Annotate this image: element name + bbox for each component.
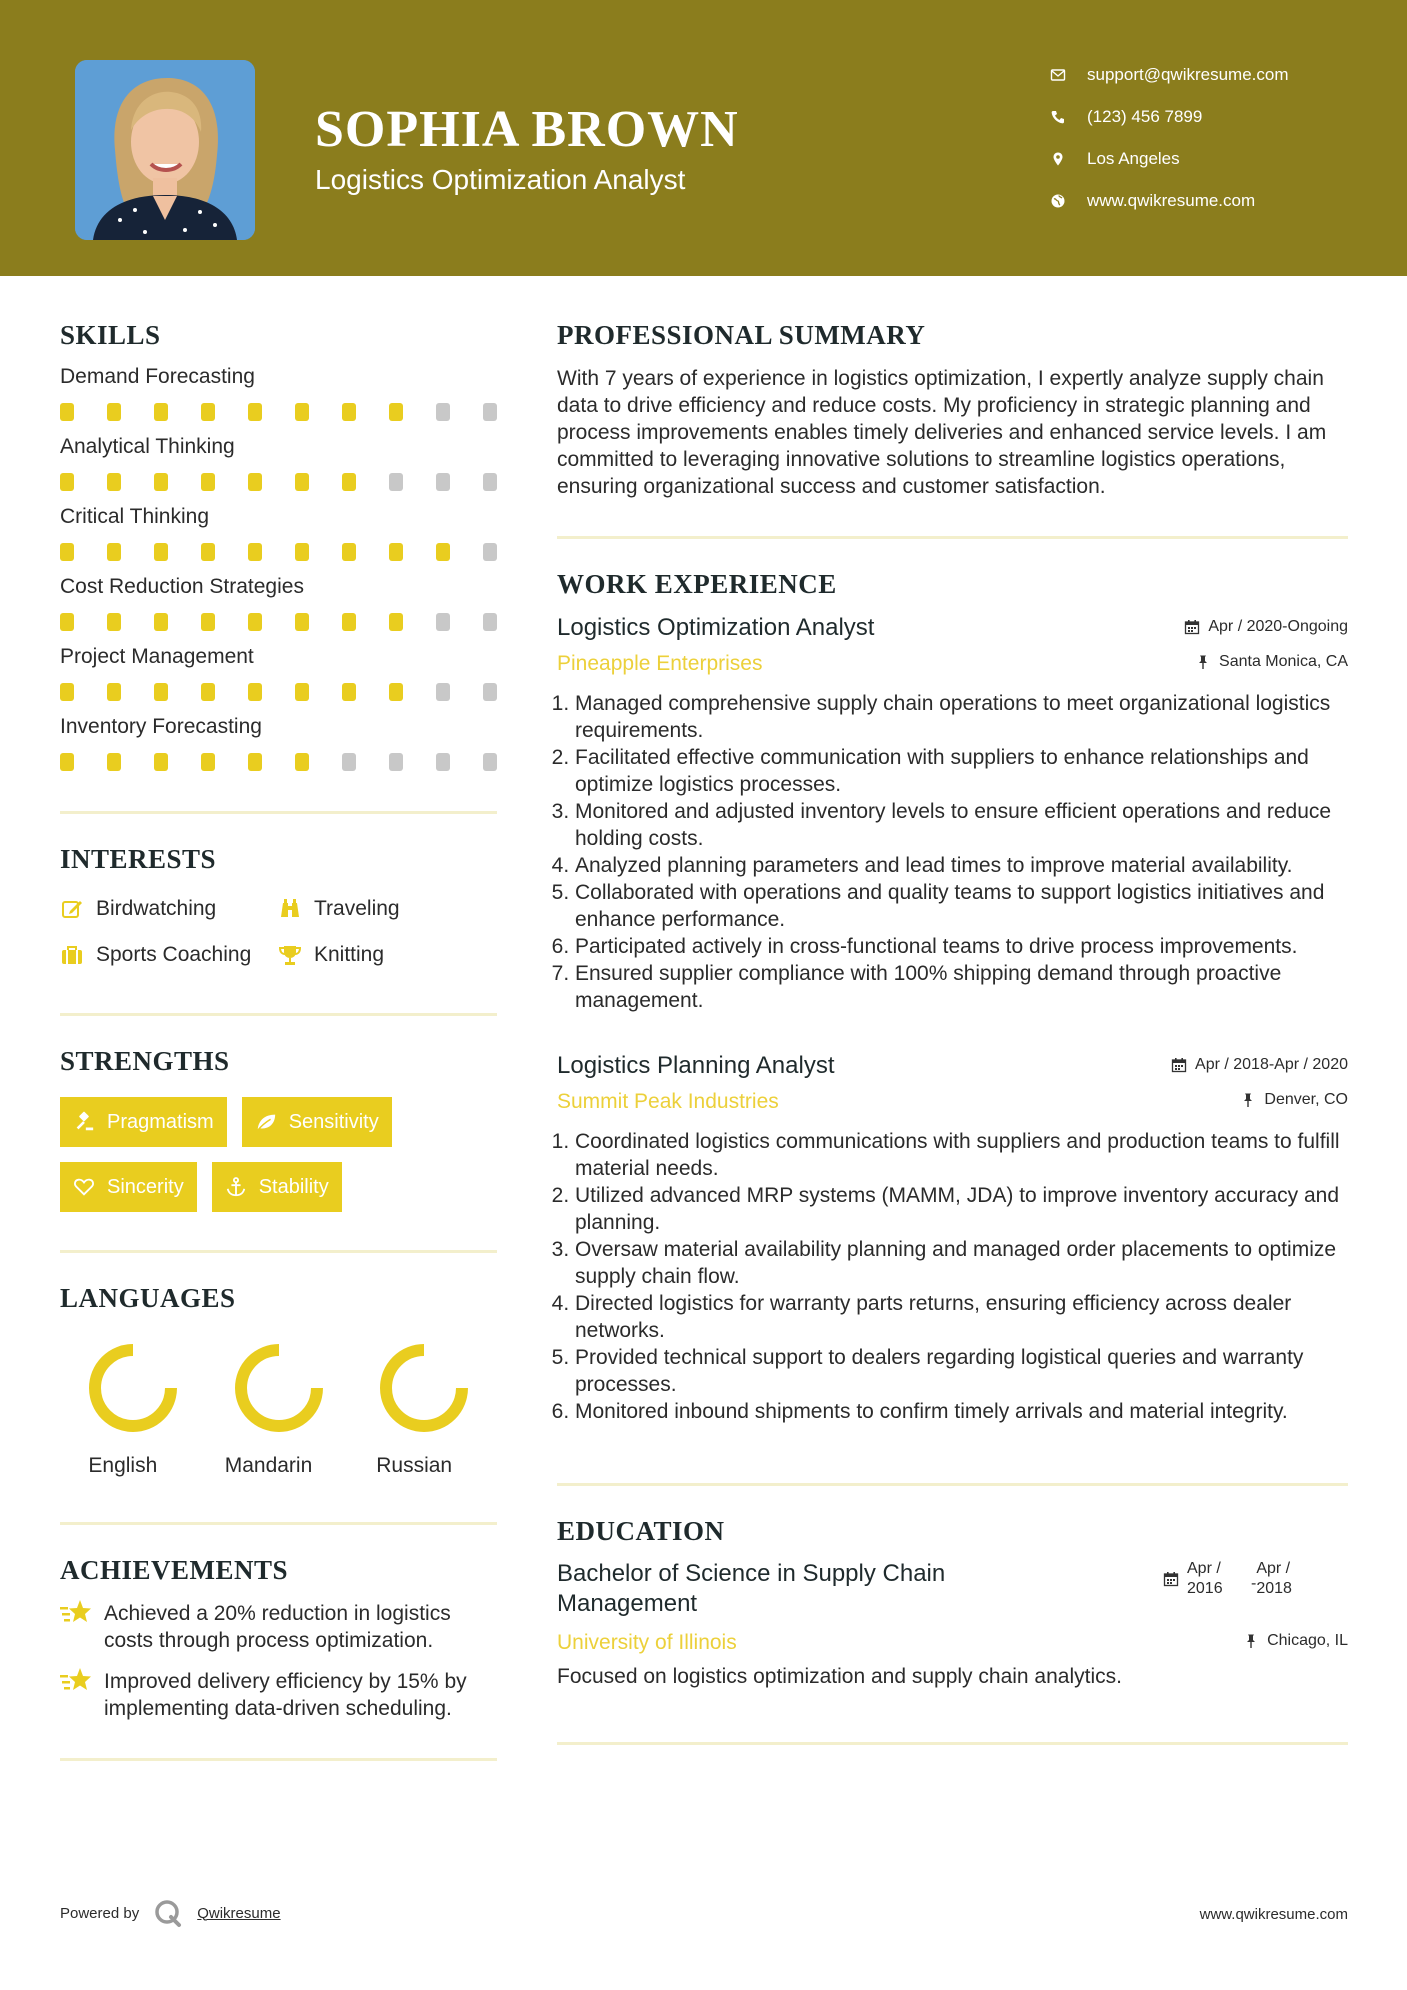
- divider: [60, 1250, 497, 1253]
- skill-name: Inventory Forecasting: [60, 715, 262, 738]
- rating-dot-filled: [60, 403, 74, 421]
- skill-rating: [60, 683, 497, 701]
- profile-photo: [75, 60, 255, 240]
- pencil-icon: [60, 897, 84, 921]
- rating-dot-filled: [60, 683, 74, 701]
- education-location: [1243, 1632, 1348, 1650]
- skills-title: SKILLS: [60, 320, 161, 350]
- divider: [60, 1013, 497, 1016]
- skill-name: Critical Thinking: [60, 505, 209, 528]
- education-dates: [1163, 1559, 1348, 1599]
- divider: [557, 1483, 1348, 1486]
- rating-dot-filled: [107, 683, 121, 701]
- rating-dot-filled: [295, 403, 309, 421]
- duty-item: 5. Provided technical support to dealers regarding logistical queries and warranty processes.: [575, 1344, 1348, 1398]
- contact-email-text: support@qwikresume.com: [1087, 65, 1289, 84]
- strengths-title: STRENGTHS: [60, 1046, 230, 1076]
- rating-dot-filled: [389, 613, 403, 631]
- rating-dot-filled: [201, 473, 215, 491]
- strength-chip: [60, 1162, 197, 1212]
- language-gauge: [85, 1340, 181, 1436]
- rating-dot-filled: [342, 473, 356, 491]
- language-label: Russian: [376, 1454, 453, 1477]
- skill-item: [60, 715, 497, 771]
- job-location: [1195, 653, 1348, 671]
- rating-dot-filled: [342, 543, 356, 561]
- pushpin-icon: [1240, 1092, 1256, 1108]
- summary-text: With 7 years of experience in logistics optimization, I expertly analyze supply chain data to drive efficiency and reduce costs. My proficiency in strategic planning and process improvements enables timely deliveries and enhanced service levels. I am committed to leveraging innovative solutions to streamline logistics operations, ensuring organizational success and customer satisfaction.: [557, 367, 1327, 498]
- pushpin-icon: [1195, 654, 1211, 670]
- interest-label: Knitting: [314, 943, 385, 966]
- rating-dot-filled: [342, 613, 356, 631]
- rating-dot-empty: [389, 473, 403, 491]
- header: [0, 0, 1407, 276]
- duty-item: 4. Analyzed planning parameters and lead times to improve material availability.: [575, 852, 1348, 879]
- rating-dot-filled: [248, 403, 262, 421]
- rating-dot-filled: [248, 543, 262, 561]
- interest-item: [278, 941, 497, 969]
- strengths-list: [60, 1097, 497, 1212]
- language-arc: [95, 1350, 171, 1426]
- globe-icon: [1050, 193, 1066, 209]
- duty-item: 4. Directed logistics for warranty parts returns, ensuring efficiency across dealer networks.: [575, 1290, 1348, 1344]
- achievements-list: [60, 1600, 497, 1722]
- briefcase-icon: [60, 943, 84, 967]
- rating-dot-filled: [154, 543, 168, 561]
- rating-dot-empty: [483, 403, 497, 421]
- interest-item: [60, 941, 278, 969]
- trophy-icon: [278, 943, 302, 967]
- rating-dot-filled: [248, 683, 262, 701]
- divider: [557, 1742, 1348, 1745]
- languages-list: [60, 1340, 497, 1478]
- strength-label: Stability: [258, 1175, 329, 1198]
- binoculars-icon: [278, 897, 302, 921]
- strength-chip: [212, 1162, 342, 1212]
- achievement-text: Improved delivery efficiency by 15% by implementing data-driven scheduling.: [104, 1670, 467, 1720]
- rating-dot-filled: [295, 613, 309, 631]
- interest-label: Sports Coaching: [96, 943, 252, 966]
- rating-dot-filled: [154, 613, 168, 631]
- footer-powered-by: [60, 1898, 281, 1928]
- rating-dot-empty: [483, 613, 497, 631]
- interests-list: [60, 895, 497, 969]
- rating-dot-empty: [389, 753, 403, 771]
- experience-title: WORK EXPERIENCE: [557, 569, 837, 599]
- left-column: [60, 320, 497, 1761]
- education-end: Apr / 2018: [1256, 1560, 1292, 1597]
- job-dates-text: Apr / 2020-Ongoing: [1208, 618, 1348, 635]
- language-label: Mandarin: [224, 1454, 313, 1477]
- anchor-icon: [225, 1176, 247, 1198]
- degree-name: Bachelor of Science in Supply Chain Management: [557, 1560, 946, 1617]
- job-location-text: Denver, CO: [1264, 1091, 1348, 1108]
- rating-dot-filled: [248, 473, 262, 491]
- language-item: [60, 1340, 206, 1478]
- language-arc: [386, 1350, 462, 1426]
- gavel-icon: [73, 1111, 95, 1133]
- strength-label: Sincerity: [107, 1175, 184, 1198]
- duty-item: 1. Coordinated logistics communications with suppliers and production teams to fulfill material needs.: [575, 1128, 1348, 1182]
- rating-dot-empty: [483, 753, 497, 771]
- rating-dot-filled: [60, 753, 74, 771]
- job-role: Logistics Optimization Analyst: [557, 614, 875, 641]
- skills-list: [60, 365, 497, 771]
- job-location-text: Santa Monica, CA: [1219, 653, 1348, 670]
- strength-chip: [242, 1097, 392, 1147]
- profile-photo-illustration: [75, 60, 255, 240]
- rating-dot-empty: [436, 753, 450, 771]
- interest-item: [278, 895, 497, 923]
- rating-dot-filled: [107, 753, 121, 771]
- duty-item: 7. Ensured supplier compliance with 100% shipping demand through proactive management.: [575, 960, 1348, 1014]
- company-name: Pineapple Enterprises: [557, 652, 763, 675]
- job-dates-text: Apr / 2018-Apr / 2020: [1195, 1056, 1348, 1073]
- education-title: EDUCATION: [557, 1516, 725, 1546]
- job-dates: [1184, 618, 1348, 636]
- contact-list: [1050, 54, 1390, 222]
- contact-website-text: www.qwikresume.com: [1087, 191, 1256, 210]
- skill-rating: [60, 473, 497, 491]
- education-start: Apr / 2016: [1187, 1560, 1223, 1597]
- rating-dot-filled: [389, 403, 403, 421]
- interests-title: INTERESTS: [60, 844, 217, 874]
- job-location: [1240, 1091, 1348, 1109]
- divider: [60, 1522, 497, 1525]
- rating-dot-filled: [201, 753, 215, 771]
- footer-website[interactable]: www.qwikresume.com: [1199, 1906, 1348, 1923]
- leaf-icon: [255, 1111, 277, 1133]
- strength-label: Pragmatism: [107, 1110, 214, 1133]
- rating-dot-empty: [436, 683, 450, 701]
- rating-dot-filled: [154, 683, 168, 701]
- rating-dot-filled: [201, 543, 215, 561]
- skill-item: [60, 435, 497, 491]
- rating-dot-filled: [107, 613, 121, 631]
- duty-item: 6. Participated actively in cross-functional teams to drive process improvements.: [575, 933, 1348, 960]
- rating-dot-filled: [201, 403, 215, 421]
- pushpin-icon: [1243, 1633, 1259, 1649]
- contact-email[interactable]: [1050, 54, 1390, 96]
- calendar-icon: [1163, 1571, 1179, 1587]
- contact-location-text: Los Angeles: [1087, 149, 1180, 168]
- rating-dot-filled: [154, 403, 168, 421]
- duty-item: 3. Oversaw material availability planning and managed order placements to optimize supply chain flow.: [575, 1236, 1348, 1290]
- envelope-icon: [1050, 67, 1066, 83]
- duty-item: 3. Monitored and adjusted inventory levels to ensure efficient operations and reduce holding costs.: [575, 798, 1348, 852]
- summary-title: PROFESSIONAL SUMMARY: [557, 320, 926, 350]
- rating-dot-filled: [342, 683, 356, 701]
- rating-dot-empty: [436, 613, 450, 631]
- contact-location: [1050, 138, 1390, 180]
- divider: [60, 811, 497, 814]
- rating-dot-filled: [60, 543, 74, 561]
- candidate-name: SOPHIA BROWN: [315, 101, 739, 158]
- phone-icon: [1050, 109, 1066, 125]
- rating-dot-empty: [436, 473, 450, 491]
- job-entry: [557, 1052, 1348, 1425]
- rating-dot-empty: [483, 543, 497, 561]
- rating-dot-filled: [295, 683, 309, 701]
- powered-by-text: Powered by: [60, 1904, 140, 1922]
- achievements-title: ACHIEVEMENTS: [60, 1555, 289, 1585]
- rating-dot-filled: [154, 473, 168, 491]
- contact-phone[interactable]: [1050, 96, 1390, 138]
- skill-item: [60, 505, 497, 561]
- achievement-text: Achieved a 20% reduction in logistics costs through process optimization.: [104, 1602, 451, 1652]
- rating-dot-empty: [483, 683, 497, 701]
- rating-dot-filled: [107, 543, 121, 561]
- skill-item: [60, 645, 497, 701]
- language-arc: [241, 1350, 317, 1426]
- duty-item: 5. Collaborated with operations and quality teams to support logistics initiatives and enhance performance.: [575, 879, 1348, 933]
- interest-label: Traveling: [314, 897, 400, 920]
- education-entry: [557, 1559, 1348, 1690]
- heart-icon: [73, 1176, 95, 1198]
- location-pin-icon: [1050, 151, 1066, 167]
- rating-dot-filled: [201, 683, 215, 701]
- achievement-item: [60, 1668, 497, 1722]
- job-dates: [1171, 1056, 1348, 1074]
- rating-dot-filled: [60, 473, 74, 491]
- skill-name: Demand Forecasting: [60, 365, 255, 388]
- skill-name: Analytical Thinking: [60, 435, 235, 458]
- duties-list: [557, 690, 1348, 1014]
- qwikresume-logo-icon: [153, 1898, 183, 1928]
- rating-dot-empty: [483, 473, 497, 491]
- skill-item: [60, 365, 497, 421]
- skill-rating: [60, 613, 497, 631]
- rating-dot-filled: [389, 543, 403, 561]
- strength-label: Sensitivity: [288, 1110, 379, 1133]
- rating-dot-empty: [342, 753, 356, 771]
- rating-dot-filled: [107, 473, 121, 491]
- language-gauge: [376, 1340, 472, 1436]
- duty-item: 6. Monitored inbound shipments to confirm timely arrivals and material integrity.: [575, 1398, 1348, 1425]
- language-item: [206, 1340, 352, 1478]
- job-entry: [557, 614, 1348, 1014]
- rating-dot-filled: [389, 683, 403, 701]
- skill-name: Project Management: [60, 645, 254, 668]
- duty-item: 2. Facilitated effective communication with suppliers to enhance relationships and optimize logistics processes.: [575, 744, 1348, 798]
- rating-dot-filled: [248, 753, 262, 771]
- star-icon: [60, 1598, 94, 1626]
- candidate-title: Logistics Optimization Analyst: [315, 164, 686, 195]
- skill-name: Cost Reduction Strategies: [60, 575, 304, 598]
- rating-dot-filled: [201, 613, 215, 631]
- rating-dot-filled: [248, 613, 262, 631]
- rating-dot-filled: [107, 403, 121, 421]
- strength-chip: [60, 1097, 227, 1147]
- education-location-text: Chicago, IL: [1267, 1632, 1348, 1649]
- rating-dot-filled: [436, 543, 450, 561]
- job-role: Logistics Planning Analyst: [557, 1052, 835, 1079]
- date-separator: -: [1251, 1575, 1257, 1592]
- company-name: Summit Peak Industries: [557, 1090, 779, 1113]
- rating-dot-filled: [154, 753, 168, 771]
- school-name: University of Illinois: [557, 1631, 737, 1654]
- right-column: [557, 320, 1348, 1745]
- skill-item: [60, 575, 497, 631]
- star-icon: [60, 1666, 94, 1694]
- qwikresume-link[interactable]: Qwikresume: [197, 1904, 281, 1922]
- skill-rating: [60, 403, 497, 421]
- achievement-item: [60, 1600, 497, 1654]
- rating-dot-empty: [436, 403, 450, 421]
- interest-item: [60, 895, 278, 923]
- interest-label: Birdwatching: [96, 897, 217, 920]
- language-label: English: [88, 1454, 158, 1477]
- divider: [60, 1758, 497, 1761]
- rating-dot-filled: [60, 613, 74, 631]
- contact-website[interactable]: [1050, 180, 1390, 222]
- duties-list: [557, 1128, 1348, 1425]
- contact-phone-text: (123) 456 7899: [1087, 107, 1203, 126]
- rating-dot-filled: [342, 403, 356, 421]
- language-gauge: [231, 1340, 327, 1436]
- education-description: Focused on logistics optimization and supply chain analytics.: [557, 1665, 1122, 1688]
- rating-dot-filled: [295, 753, 309, 771]
- rating-dot-filled: [295, 473, 309, 491]
- divider: [557, 536, 1348, 539]
- duty-item: 1. Managed comprehensive supply chain operations to meet organizational logistics requirements.: [575, 690, 1348, 744]
- duty-item: 2. Utilized advanced MRP systems (MAMM, JDA) to improve inventory accuracy and planning.: [575, 1182, 1348, 1236]
- rating-dot-filled: [295, 543, 309, 561]
- skill-rating: [60, 753, 497, 771]
- language-item: [351, 1340, 497, 1478]
- skill-rating: [60, 543, 497, 561]
- languages-title: LANGUAGES: [60, 1283, 236, 1313]
- calendar-icon: [1171, 1057, 1187, 1073]
- calendar-icon: [1184, 619, 1200, 635]
